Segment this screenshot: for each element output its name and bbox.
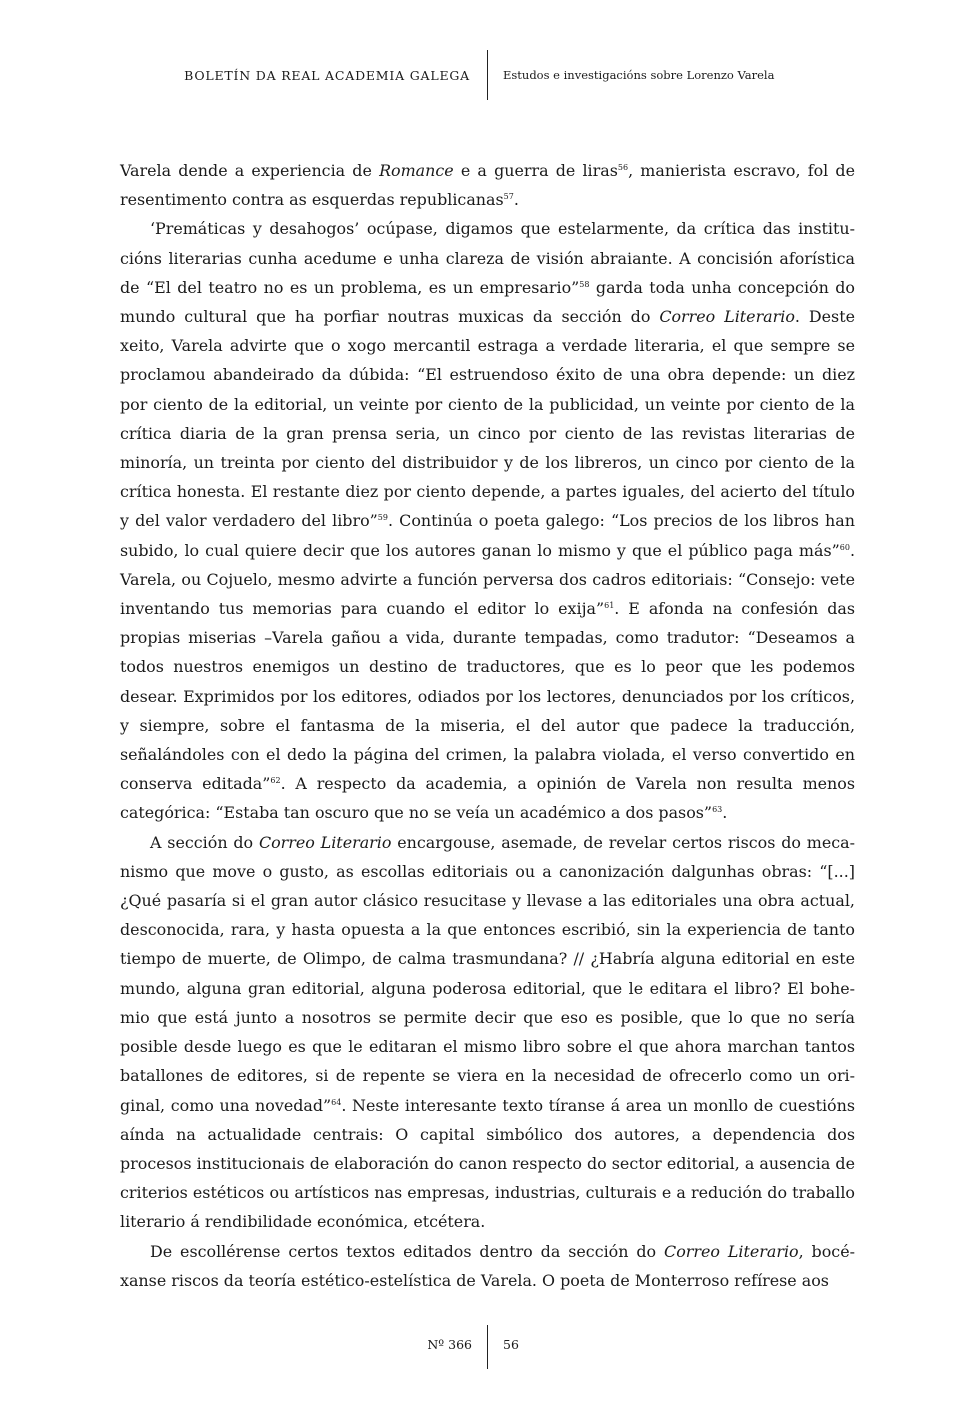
paragraph	[120, 828, 855, 1237]
text-run: garda toda unha concepción do mundo cultural que ha porfiar noutras muxicas da sección do	[120, 277, 855, 327]
text-run: .	[722, 803, 728, 823]
italic-title: Correo Literario	[659, 307, 795, 327]
text-run: . Continúa o poeta galego: “Los precios de los libros han subido, lo cual quiere decir que los autores ganan lo mismo y que el público paga más”	[120, 511, 855, 560]
footnote-ref: 56	[617, 163, 629, 172]
issue-number: Nº 366	[427, 1337, 472, 1352]
italic-title: Correo Literario	[664, 1241, 799, 1261]
text-run: encargouse, asemade, de revelar certos riscos do mecanismo que move o gusto, as escollas editoriais ou a canonización dalgunhas obras: “[...] ¿Qué pasaría si el gran autor clásico resucitase y llevase a las editoriales una obra actual, desconocida, rara, y hasta opuesta a la que entonces escribió, sin la experiencia de tanto tiempo de muerte, de Olimpo, de calma trasmundana? // ¿Habría alguna editorial en este mundo, alguna gran editorial, alguna poderosa editorial, que le editara el libro? El bohemio que está junto a nosotros se permite decir que eso es posible, que lo que no sería posible desde luego es que le editaran el mismo libro sobre el que ahora marchan tantos batallones de editores, si de repente se viera en la necesidad de ofrecerlo como un original, como una novedad”	[120, 832, 855, 1115]
text-run: ‘Premáticas y desahogos’ ocúpase, digamos que estelarmente, da crítica das institucións literarias cunha acedume e unha clareza de visión abraiante. A concisión aforística de “El del teatro no es un problema, es un empresario”	[120, 219, 855, 297]
footnote-ref: 59	[377, 513, 388, 523]
footnote-ref: 64	[331, 1097, 342, 1107]
text-run: e a guerra de liras	[453, 161, 618, 180]
text-run: Varela dende a experiencia de	[120, 161, 380, 180]
paragraph	[120, 156, 855, 214]
section-title: Estudos e investigacións sobre Lorenzo Varela	[503, 68, 775, 82]
text-run: De escollérense certos textos editados dentro da sección do	[150, 1241, 665, 1261]
page-footer	[0, 1325, 975, 1371]
text-run: , manierista escravo, fol de resentimento contra as esquerdas republicanas	[120, 161, 855, 210]
running-header	[0, 50, 975, 102]
text-run: . Varela, ou Cojuelo, mesmo advirte a función perversa dos cadros editoriais: “Consejo: vete inventando tus memorias para cuando el editor lo exija”	[120, 540, 855, 619]
footnote-ref: 57	[503, 192, 514, 202]
text-run: . Deste xeito, Varela advirte que o xogo mercantil estraga a verdade literaria, el que sempre se proclamou abandeirado da dúbida: “El estruendoso éxito de una obra depende: un diez por ciento de la editorial, un veinte por ciento de la publicidad, un veinte por ciento de la crítica diaria de la gran prensa seria, un cinco por ciento de las revistas literarias de minoría, un treinta por ciento del distribuidor y de los libreros, un cinco por ciento de la crítica honesta. El restante diez por ciento depende, a partes iguales, del acierto del título y del valor verdadero del libro”	[120, 307, 855, 531]
paragraph	[120, 214, 855, 827]
paragraph	[120, 1237, 855, 1295]
header-divider	[487, 50, 488, 100]
footnote-ref: 58	[579, 279, 590, 289]
text-run: . Neste interesante texto tíranse á area un monllo de cuestións aínda na actualidade centrais: O capital simbólico dos autores, a dependencia dos procesos institucionais de elaboración do canon respecto do sector editorial, a ausencia de criterios estéticos ou artísticos nas empresas, industrias, culturais e a redución do traballo literario á rendibilidade económica, etcétera.	[120, 1095, 855, 1232]
page-number: 56	[503, 1337, 519, 1352]
footnote-ref: 62	[270, 776, 281, 786]
footer-divider	[487, 1325, 488, 1369]
text-run: , bocéxanse riscos da teoría estético-estelística de Varela. O poeta de Monterroso refírese aos	[120, 1241, 855, 1290]
article-body	[120, 156, 855, 1295]
text-run: .	[513, 190, 519, 210]
text-run: . E afonda na confesión das propias miserias –Varela gañou a vida, durante tempadas, como tradutor: “Deseamos a todos nuestros enemigos un destino de traductores, que es lo peor que les podemos desear. Exprimidos por los editores, odiados por los lectores, denunciados por los críticos, y siempre, sobre el fantasma de la miseria, el del autor que padece la traducción, señalándoles con el dedo la página del crimen, la palabra violada, el verso convertido en conserva editada”	[120, 599, 855, 794]
journal-title: BOLETÍN DA REAL ACADEMIA GALEGA	[184, 68, 470, 83]
footnote-ref: 60	[839, 542, 850, 552]
footnote-ref: 63	[712, 805, 723, 815]
text-run: A sección do	[150, 832, 259, 852]
footnote-ref: 61	[604, 601, 615, 611]
italic-title: Correo Literario	[258, 832, 392, 852]
italic-title: Romance	[379, 161, 454, 180]
text-run: . A respecto da academia, a opinión de Varela non resulta menos categórica: “Estaba tan oscuro que no se veía un académico a dos pasos”	[120, 774, 855, 823]
